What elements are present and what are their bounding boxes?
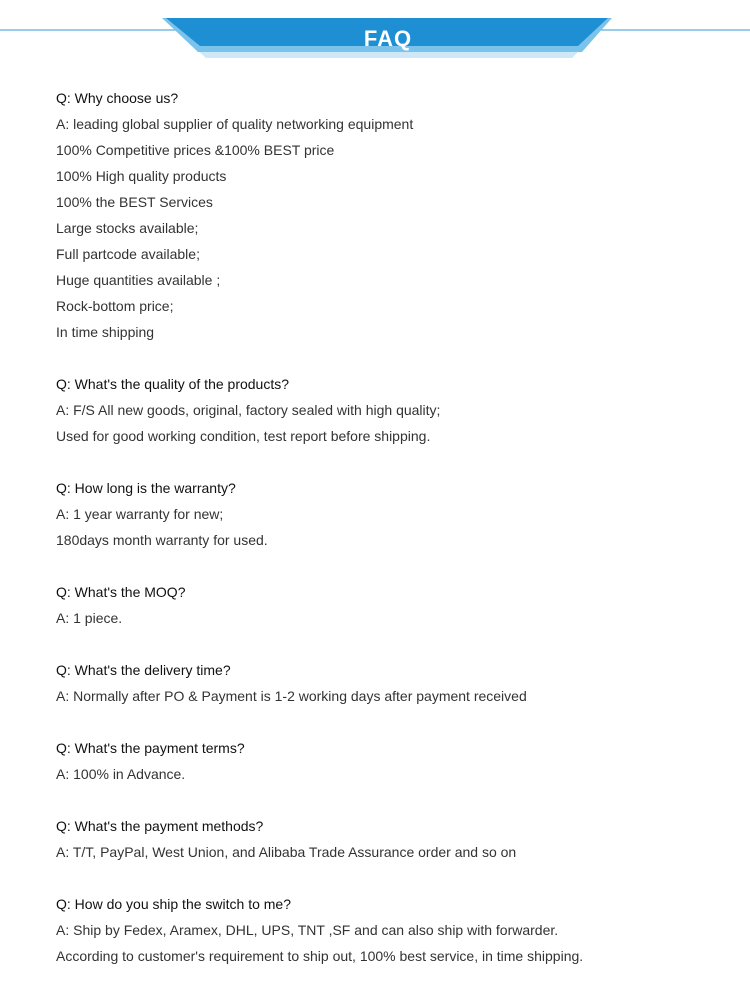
faq-question: Q: What's the MOQ? (56, 584, 186, 600)
faq-answer-line: Used for good working condition, test report before shipping. (56, 428, 431, 444)
faq-answer-line: 180days month warranty for used. (56, 532, 268, 548)
faq-question: Q: Why choose us? (56, 90, 179, 106)
faq-question: Q: What's the payment terms? (56, 740, 245, 756)
faq-answer-line: 100% High quality products (56, 168, 227, 184)
faq-item (56, 813, 736, 865)
faq-question: Q: How long is the warranty? (56, 480, 236, 496)
faq-item (56, 85, 736, 345)
faq-question: Q: What's the delivery time? (56, 662, 231, 678)
faq-list (56, 85, 736, 995)
faq-answer-line: A: T/T, PayPal, West Union, and Alibaba Trade Assurance order and so on (56, 844, 517, 860)
faq-header-banner (0, 0, 750, 70)
faq-answer-line: According to customer's requirement to ship out, 100% best service, in time shipping. (56, 948, 584, 964)
faq-answer-line: Rock-bottom price; (56, 298, 174, 314)
faq-answer-line: Large stocks available; (56, 220, 199, 236)
faq-item (56, 891, 736, 969)
faq-question: Q: What's the quality of the products? (56, 376, 290, 392)
faq-item (56, 371, 736, 449)
faq-answer-line: A: 100% in Advance. (56, 766, 186, 782)
faq-answer-line: A: 1 piece. (56, 610, 123, 626)
faq-answer-line: 100% Competitive prices &100% BEST price (56, 142, 335, 158)
faq-answer-line: Huge quantities available ; (56, 272, 221, 288)
faq-answer-line: A: F/S All new goods, original, factory sealed with high quality; (56, 402, 441, 418)
faq-item (56, 579, 736, 631)
faq-item (56, 735, 736, 787)
faq-answer-line: A: Ship by Fedex, Aramex, DHL, UPS, TNT ,SF and can also ship with forwarder. (56, 922, 559, 938)
page-title: FAQ (363, 26, 413, 51)
faq-answer-line: A: 1 year warranty for new; (56, 506, 224, 522)
faq-item (56, 657, 736, 709)
faq-answer-line: A: Normally after PO & Payment is 1-2 working days after payment received (56, 688, 527, 704)
faq-answer-line: In time shipping (56, 324, 155, 340)
faq-answer-line: A: leading global supplier of quality networking equipment (56, 116, 414, 132)
faq-question: Q: What's the payment methods? (56, 818, 264, 834)
faq-question: Q: How do you ship the switch to me? (56, 896, 291, 912)
faq-answer-line: 100% the BEST Services (56, 194, 213, 210)
faq-answer-line: Full partcode available; (56, 246, 200, 262)
faq-item (56, 475, 736, 553)
